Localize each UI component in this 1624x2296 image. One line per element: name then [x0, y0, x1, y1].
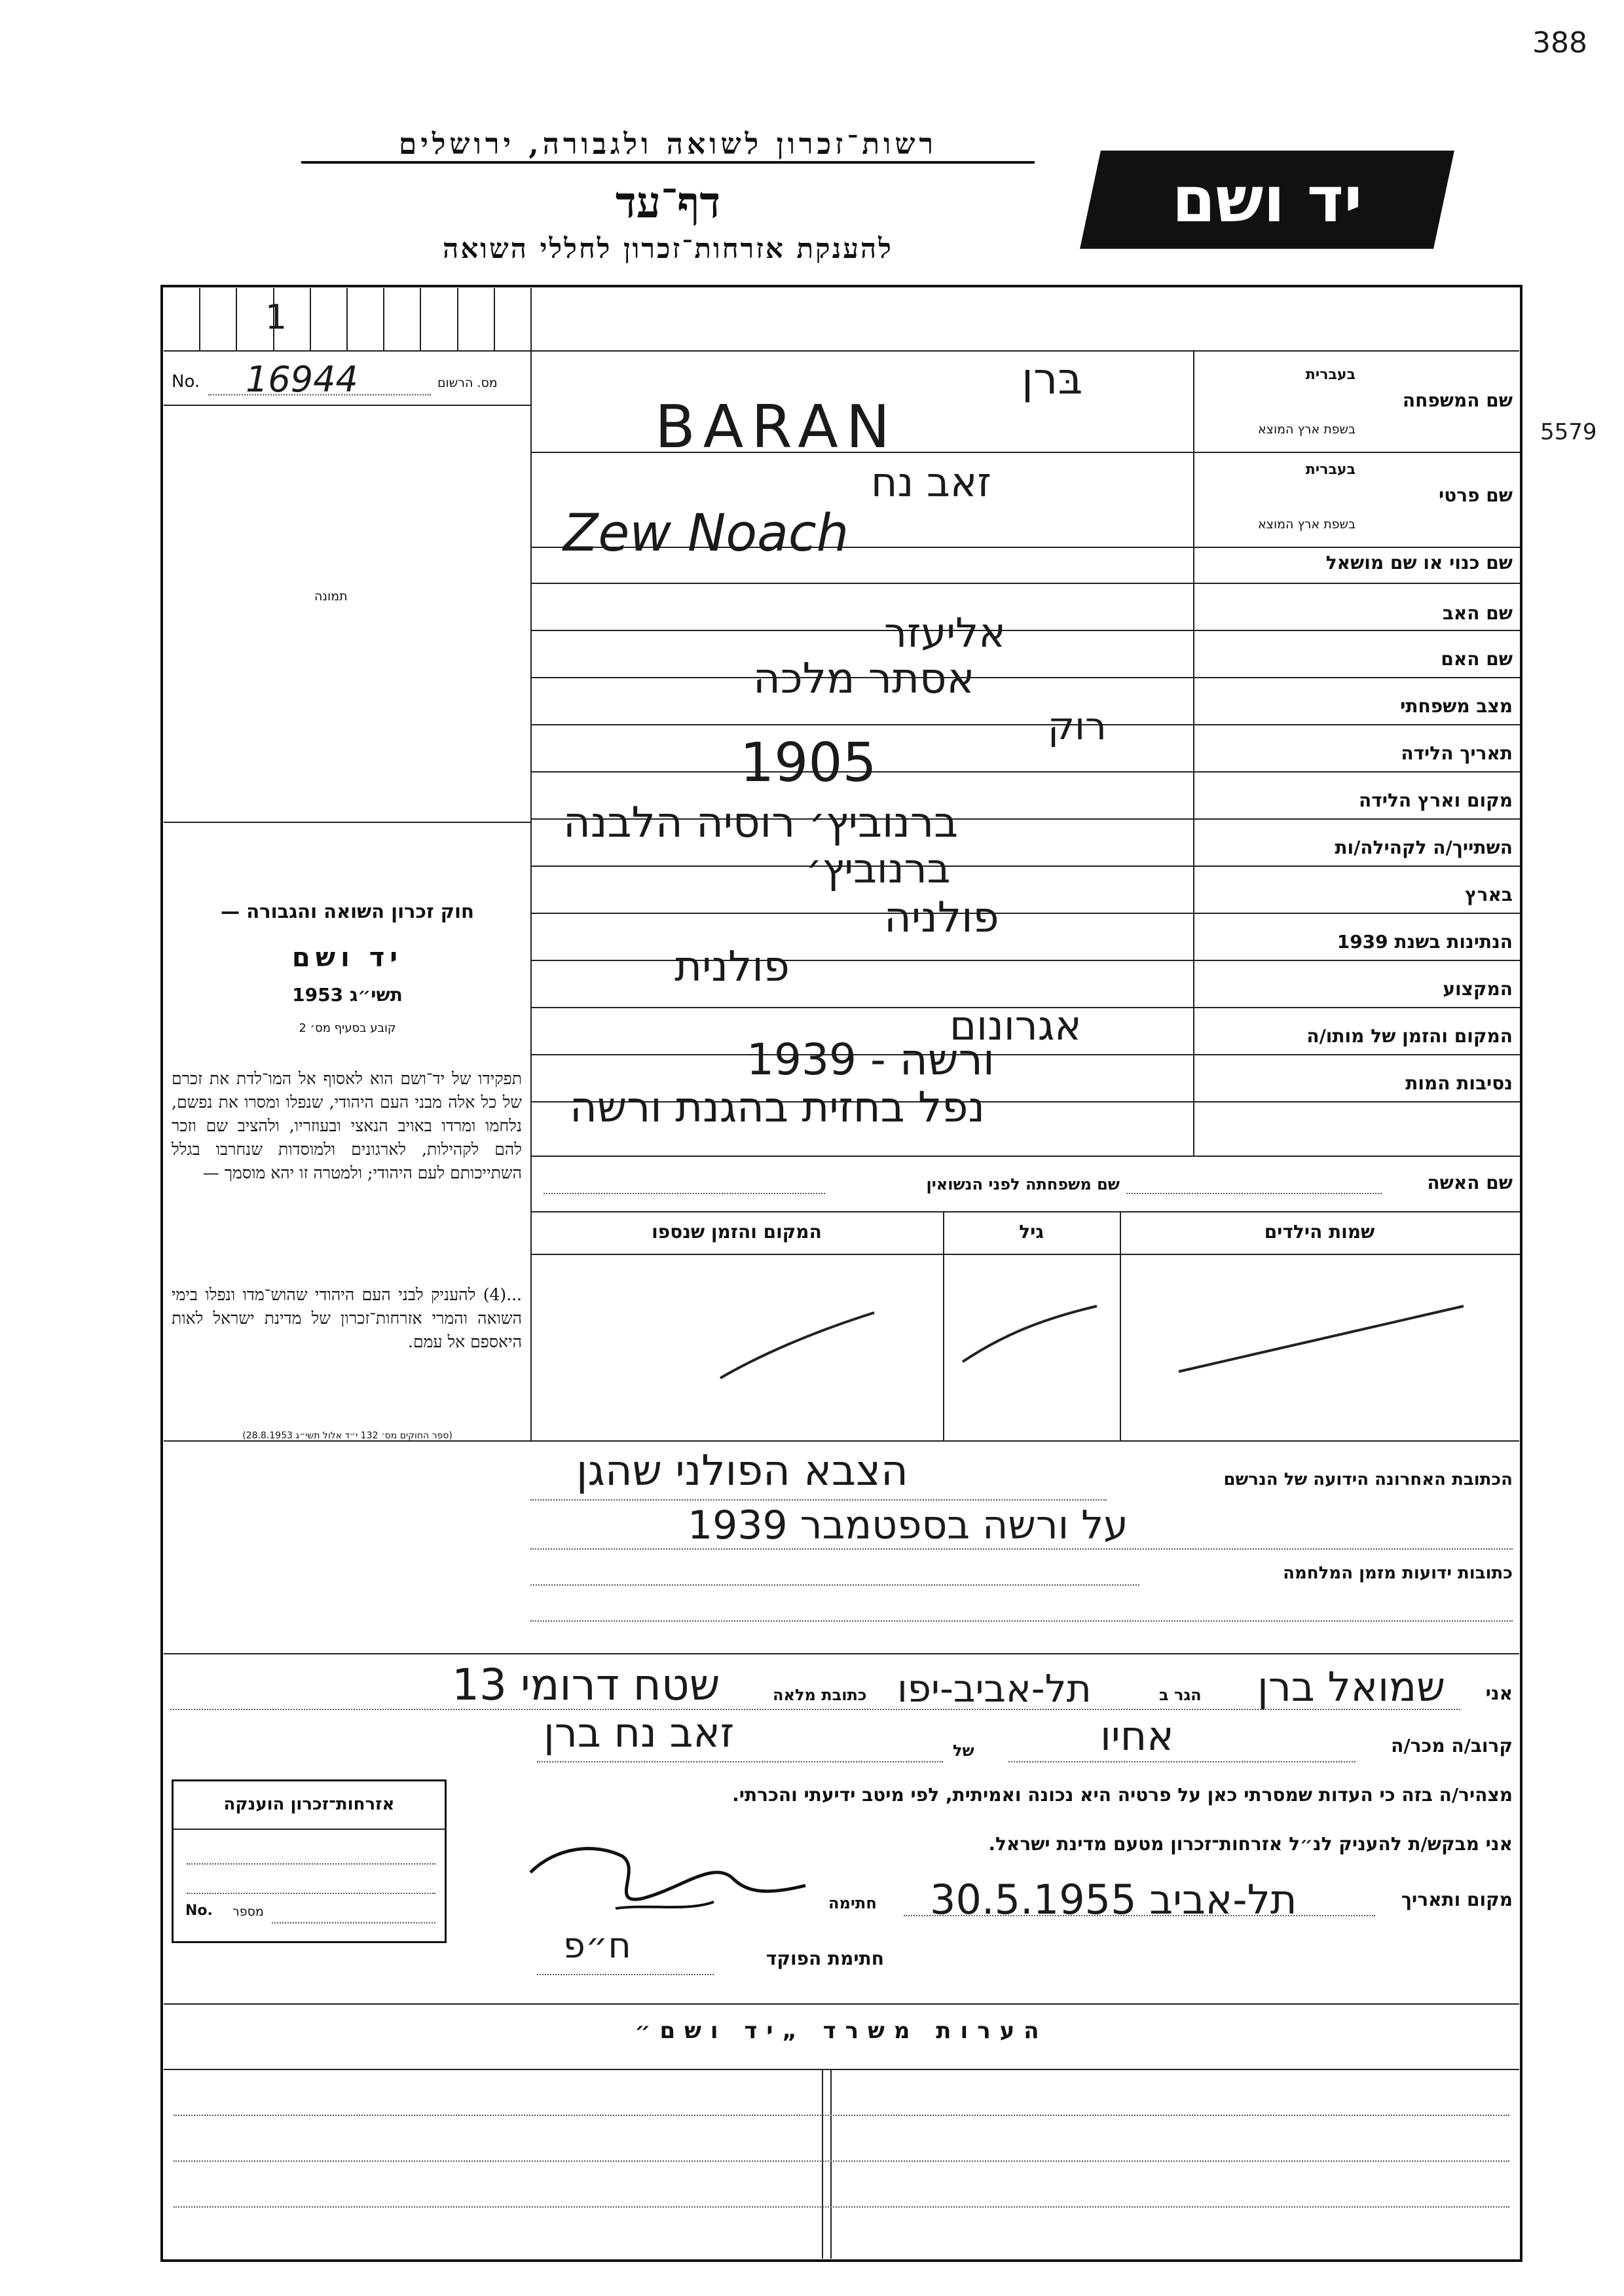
request-text: אני מבקש/ת להעניק לנ״ל אזרחות־זכרון מטעם מדינת ישראל.: [988, 1833, 1513, 1855]
birth-place-label: מקום וארץ הלידה: [1359, 790, 1513, 811]
citizenship-value: פולנית: [674, 943, 790, 991]
citizenship-box-title: אזרחות־זכרון הוענקה: [223, 1795, 395, 1814]
marital-label: מצב משפחתי: [1400, 695, 1513, 717]
surname-he-value: בּרן: [1022, 354, 1083, 404]
children-place-strike: [714, 1296, 884, 1388]
community-value: ברנוביץ׳: [805, 845, 951, 892]
citizenship-box-num-label: מספר: [232, 1904, 264, 1919]
citizenship-label: הנתינות בשנת 1939: [1337, 931, 1513, 953]
death-cause-label: נסיבות המות: [1405, 1072, 1513, 1094]
war-address-label: כתובות ידועות מזמן המלחמה: [1283, 1563, 1513, 1583]
father-value: אליעזר: [884, 609, 1006, 657]
law-year: תשי״ג 1953: [292, 984, 403, 1006]
declaration-text: מצהיר/ה בזה כי העדות שמסרתי כאן על פרטיה היא נכונה ואמיתית, לפי מיטב ידיעתי והכרתי.: [732, 1784, 1513, 1806]
wife-maiden-label: שם משפחתה לפני הנשואין: [926, 1175, 1120, 1194]
logo: [1080, 151, 1454, 249]
death-cause-value: נפל בחזית בהגנת ורשה: [570, 1084, 985, 1132]
form-subtitle: להענקת אזרחות־זכרון לחללי השואה: [443, 232, 893, 264]
law-clause: קובע בסעיף מס׳ 2: [299, 1021, 396, 1035]
declarant-address-label: כתובת מלאה: [773, 1686, 867, 1704]
law-text-2: ...(4) להעניק לבני העם היהודי שהוש־מדו ונפלו בימי השואה והמרי אזרחות־זכרון של מדינת ישראל לאות היאספם אל עמם.: [172, 1285, 522, 1351]
form-title: דף־עד: [615, 177, 721, 228]
relative-label: קרוב/ה מכר/ה: [1391, 1735, 1513, 1757]
of-label: של: [953, 1741, 974, 1760]
registration-number: 16944: [246, 359, 358, 400]
law-source: (ספר החוקים מס׳ 132 י״ד אלול תשי״ג 28.8.1953): [242, 1430, 452, 1441]
surname-hebrew-label: בעברית: [1305, 367, 1356, 383]
mother-label: שם האם: [1441, 648, 1513, 670]
community-label: השתייך/ה לקהילה/ות: [1335, 837, 1513, 858]
of-name: זאב נח ברן: [544, 1709, 735, 1757]
surname-label: שם המשפחה: [1402, 390, 1513, 411]
declarant-name: שמואל ברן: [1257, 1663, 1446, 1711]
surname-native-value: BARAN: [655, 393, 898, 462]
authority-title: רשות־זכרון לשואה ולגבורה, ירושלים: [301, 128, 1035, 164]
address-value-2: על ורשה בספטמבר 1939: [688, 1503, 1128, 1548]
father-label: שם האב: [1442, 602, 1513, 624]
death-value: ורשה - 1939: [747, 1034, 995, 1085]
citizenship-granted-box: [172, 1779, 447, 1943]
profession-value: אגרונום: [950, 1002, 1082, 1049]
remarks-title: הערות משרד „יד ושם״: [635, 2018, 1048, 2044]
address-value-1: הצבא הפולני שהגן: [576, 1447, 908, 1495]
declarant-signature: [517, 1833, 819, 1931]
profession-label: המקצוע: [1443, 978, 1513, 1000]
reg-no-label: No.: [172, 372, 200, 392]
first-name-hebrew-label: בעברית: [1305, 462, 1356, 478]
country-label: בארץ: [1465, 884, 1513, 905]
mother-value: אסתר מלכה: [753, 655, 975, 703]
reg-label: מס. הרשום: [437, 376, 498, 390]
children-place-col: המקום והזמן שנספו: [652, 1221, 822, 1243]
first-name-native-value: Zew Noach: [563, 504, 849, 563]
law-title: חוק זכרון השואה והגבורה —: [221, 900, 474, 922]
page-number: 388: [1532, 26, 1587, 60]
children-names-strike: [1172, 1290, 1473, 1381]
law-text-1: תפקידו של יד־ושם הוא לאסוף אל המו־לדת את זכרם של כל אלה מבני העם היהודי, שנפלו ומסרו את נפשם, נלחמו ומרדו באויב הנאצי ובעוזריו, ולהציב שם וזכר להם לקהילות, לארגונים ולמוסדות שנחרבו בגלל השתייכותם לעם היהודי; ולמטרה זו יהא מוסמך —: [172, 1069, 522, 1182]
signature-label: חתימה: [828, 1894, 877, 1912]
clerk-label: חתימת הפוקד: [766, 1948, 884, 1969]
surname-native-label: בשפת ארץ המוצא: [1257, 422, 1356, 437]
children-age-col: גיל: [1019, 1221, 1044, 1243]
children-age-strike: [956, 1296, 1107, 1368]
children-names-col: שמות הילדים: [1264, 1221, 1375, 1243]
place-date-value: תל-אביב 30.5.1955: [930, 1876, 1297, 1923]
birth-place-value: ברנוביץ׳ רוסיה הלבנה: [563, 799, 959, 847]
birth-date-label: תאריך הלידה: [1401, 742, 1513, 764]
citizenship-box-no: No.: [185, 1903, 213, 1919]
wife-label: שם האשה: [1427, 1172, 1513, 1194]
declarant-city: תל-אביב-יפו: [897, 1666, 1092, 1711]
top-grid-boxes: [164, 288, 530, 350]
marital-value: רוק: [1048, 704, 1107, 748]
first-name-native-label: בשפת ארץ המוצא: [1257, 517, 1356, 532]
logo-text: יד ושם: [1172, 163, 1363, 236]
box-mark: 1: [265, 298, 287, 337]
country-value: פולניה: [884, 894, 999, 942]
relation-value: אחיו: [1100, 1712, 1174, 1760]
clerk-initials: ח״פ: [563, 1925, 631, 1966]
first-name-label: שם פרטי: [1438, 484, 1513, 506]
address-label: הכתובת האחרונה הידועה של הנרשם: [1223, 1470, 1513, 1489]
law-name: יד ושם: [291, 943, 403, 973]
place-date-label: מקום ותאריך: [1401, 1889, 1513, 1910]
nickname-label: שם כנוי או שם מושאל: [1325, 552, 1513, 574]
photo-label: תמונה: [314, 589, 348, 604]
birth-date-value: 1905: [740, 732, 877, 794]
first-name-he-value: זאב נח: [871, 458, 991, 506]
death-label: המקום והזמן של מותו/ה: [1306, 1025, 1513, 1047]
side-number: 5579: [1540, 419, 1597, 445]
declarant-resides-label: הגר ב: [1159, 1686, 1202, 1704]
declarant-ani: אני: [1485, 1683, 1513, 1704]
declarant-address: שטח דרומי 13: [452, 1660, 720, 1710]
